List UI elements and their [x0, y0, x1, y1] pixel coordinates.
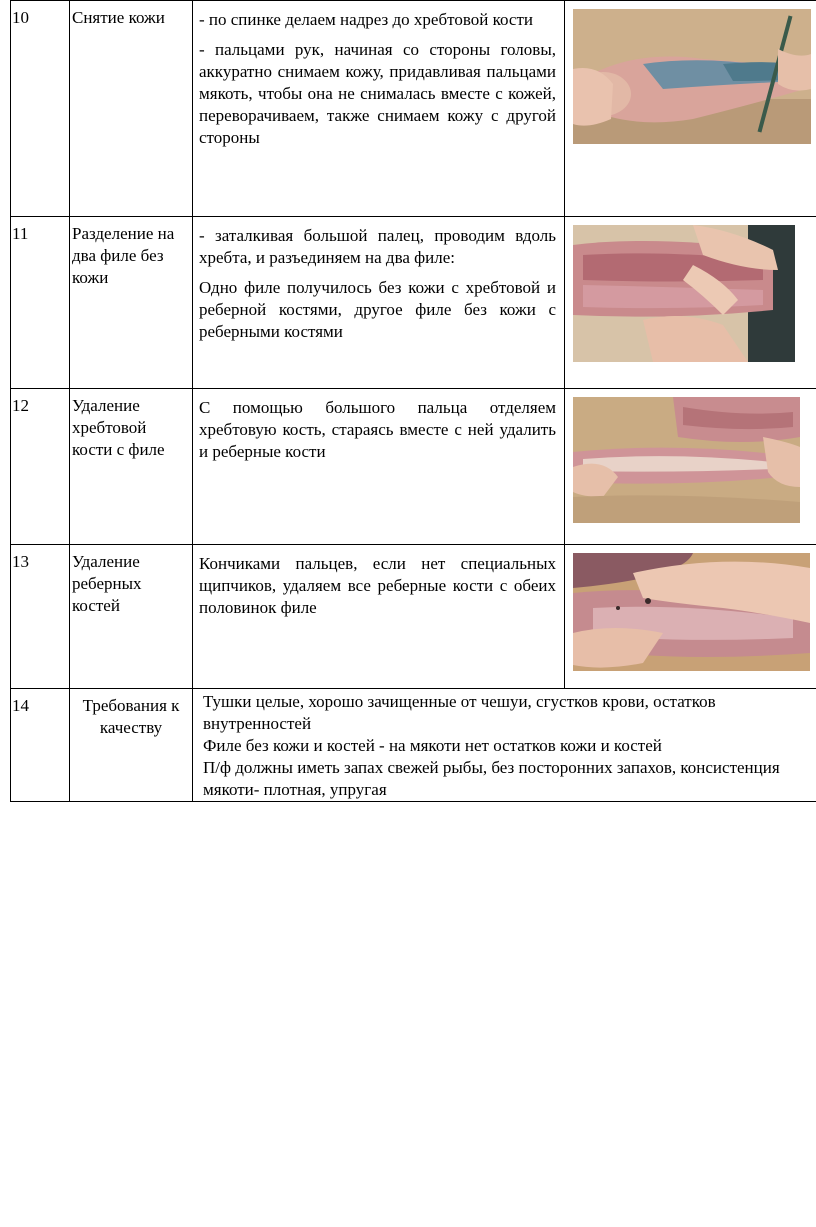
rib-bones-removal-photo [573, 553, 810, 671]
quality-requirement-line: Филе без кожи и костей - на мякоти нет остатков кожи и костей [203, 736, 662, 755]
quality-requirement-line: Тушки целые, хорошо зачищенные от чешуи, сгустков крови, остатков внутренностей [203, 692, 716, 733]
table-row [11, 545, 816, 689]
step-description [193, 389, 565, 545]
step-photo-cell [565, 545, 816, 689]
fish-skin-removal-photo [573, 9, 811, 144]
step-description-paragraph: С помощью большого пальца отделяем хребтовую кость, стараясь вместе с ней удалить и реберные кости [199, 398, 556, 461]
quality-requirements [193, 689, 816, 802]
fillet-separation-photo [573, 225, 795, 362]
step-photo-cell [565, 217, 816, 389]
step-description-paragraph: - пальцами рук, начиная со стороны головы, аккуратно снимаем кожу, придавливая пальцами мякоть, чтобы она не снималась вместе с кожей, переворачиваем, также снимаем кожу с другой стороны [199, 40, 556, 147]
quality-requirement-line: П/ф должны иметь запах свежей рыбы, без посторонних запахов, консистенция мякоти- плотная, упругая [203, 758, 780, 799]
step-number: 14 [11, 689, 70, 802]
step-description-paragraph: - по спинке делаем надрез до хребтовой кости [199, 10, 533, 29]
step-name: Разделение на два филе без кожи [70, 217, 193, 389]
process-steps-table [10, 0, 816, 802]
step-photo-cell [565, 389, 816, 545]
step-number: 10 [11, 1, 70, 217]
step-description [193, 545, 565, 689]
step-description-paragraph: Одно филе получилось без кожи с хребтовой и реберной костями, другое филе без кожи с реберными костями [199, 278, 556, 341]
step-description-paragraph: Кончиками пальцев, если нет специальных щипчиков, удаляем все реберные кости с обеих половинок филе [199, 554, 556, 617]
step-number: 13 [11, 545, 70, 689]
step-name: Требования к качеству [70, 689, 193, 802]
step-description [193, 217, 565, 389]
step-name: Удаление реберных костей [70, 545, 193, 689]
step-description-paragraph: - заталкивая большой палец, проводим вдоль хребта, и разъединяем на два филе: [199, 226, 556, 267]
step-name: Снятие кожи [70, 1, 193, 217]
step-description [193, 1, 565, 217]
table-row [11, 217, 816, 389]
table-row [11, 389, 816, 545]
table-row [11, 1, 816, 217]
spine-removal-photo [573, 397, 800, 523]
step-number: 12 [11, 389, 70, 545]
step-number: 11 [11, 217, 70, 389]
quality-row [11, 689, 816, 802]
step-photo-cell [565, 1, 816, 217]
step-name: Удаление хребтовой кости с филе [70, 389, 193, 545]
